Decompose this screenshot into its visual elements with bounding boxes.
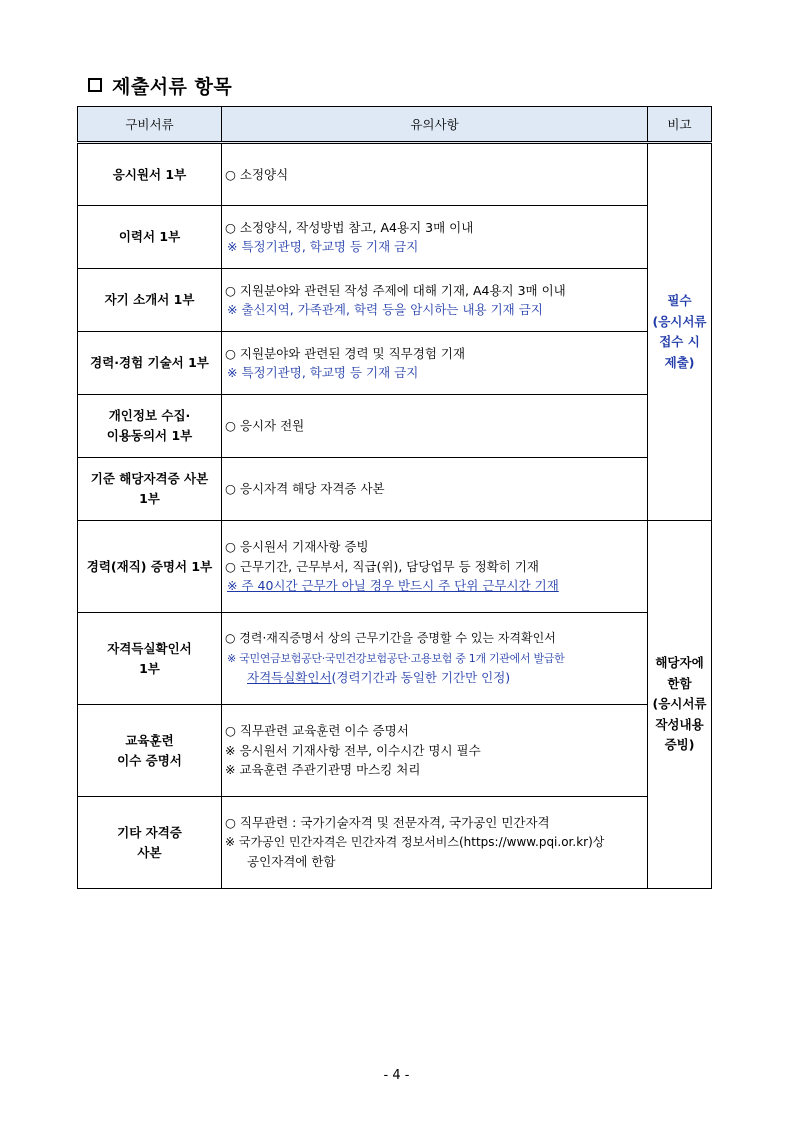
- table-row: [78, 269, 712, 332]
- table-row: [78, 206, 712, 269]
- doc-name: 이력서 1부: [78, 206, 222, 269]
- checkbox-square-icon: [88, 78, 102, 92]
- table-row: [78, 458, 712, 521]
- doc-name: 경력(재직) 증명서 1부: [78, 521, 222, 613]
- remark-required: 필수 (응시서류 접수 시 제출): [648, 143, 712, 521]
- doc-notes: ○ 지원분야와 관련된 경력 및 직무경험 기재 ※ 특정기관명, 학교명 등 기재 금지: [222, 332, 648, 395]
- doc-notes: ○ 소정양식, 작성방법 참고, A4용지 3매 이내 ※ 특정기관명, 학교명 등 기재 금지: [222, 206, 648, 269]
- header-remarks: 비고: [648, 107, 712, 143]
- doc-name: 응시원서 1부: [78, 143, 222, 206]
- doc-name: 자격득실확인서 1부: [78, 613, 222, 705]
- table-row: [78, 797, 712, 889]
- doc-notes: ○ 직무관련 : 국가기술자격 및 전문자격, 국가공인 민간자격 ※ 국가공인 민간자격은 민간자격 정보서비스(https://www.pqi.or.kr)상 공인자격에 한함: [222, 797, 648, 889]
- table-row: [78, 395, 712, 458]
- doc-name: 개인정보 수집· 이용동의서 1부: [78, 395, 222, 458]
- doc-notes: ○ 경력·재직증명서 상의 근무기간을 증명할 수 있는 자격확인서 ※ 국민연금보험공단·국민건강보험공단·고용보험 중 1개 기관에서 발급한 자격득실확인서(경력기간과 동일한 기간만 인정): [222, 613, 648, 705]
- table-row: [78, 521, 712, 613]
- doc-name: 교육훈련 이수 증명서: [78, 705, 222, 797]
- doc-notes: ○ 지원분야와 관련된 작성 주제에 대해 기재, A4용지 3매 이내 ※ 출신지역, 가족관계, 학력 등을 암시하는 내용 기재 금지: [222, 269, 648, 332]
- section-title: 제출서류 항목: [88, 72, 232, 99]
- remark-applicable: 해당자에 한함 (응시서류 작성내용 증빙): [648, 521, 712, 889]
- table-row: [78, 613, 712, 705]
- doc-name: 기타 자격증 사본: [78, 797, 222, 889]
- doc-name: 자기 소개서 1부: [78, 269, 222, 332]
- header-documents: 구비서류: [78, 107, 222, 143]
- doc-notes: ○ 응시원서 기재사항 증빙 ○ 근무기간, 근무부서, 직급(위), 담당업무 등 정확히 기재 ※ 주 40시간 근무가 아닐 경우 반드시 주 단위 근무시간 기재: [222, 521, 648, 613]
- table-row: [78, 143, 712, 206]
- table-header-row: [78, 107, 712, 143]
- documents-table: [77, 106, 712, 889]
- doc-notes: ○ 소정양식: [222, 143, 648, 206]
- doc-name: 기준 해당자격증 사본 1부: [78, 458, 222, 521]
- doc-notes: ○ 응시자 전원: [222, 395, 648, 458]
- page-number: - 4 -: [383, 1068, 410, 1083]
- doc-notes: ○ 응시자격 해당 자격증 사본: [222, 458, 648, 521]
- doc-notes: ○ 직무관련 교육훈련 이수 증명서 ※ 응시원서 기재사항 전부, 이수시간 명시 필수 ※ 교육훈련 주관기관명 마스킹 처리: [222, 705, 648, 797]
- header-notes: 유의사항: [222, 107, 648, 143]
- table-row: [78, 705, 712, 797]
- table-row: [78, 332, 712, 395]
- doc-name: 경력·경험 기술서 1부: [78, 332, 222, 395]
